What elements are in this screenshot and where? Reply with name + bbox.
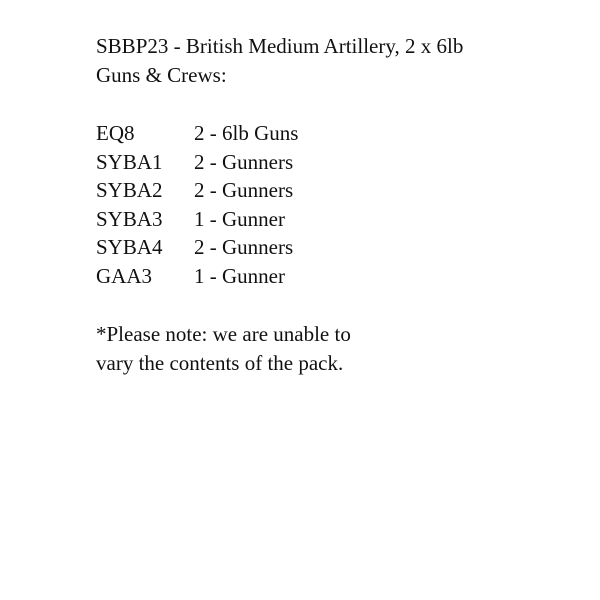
item-code: GAA3 xyxy=(96,263,152,288)
list-item xyxy=(96,205,576,234)
list-item xyxy=(96,233,576,262)
item-description: 1 - Gunner xyxy=(194,263,285,288)
pack-note-line-2: vary the contents of the pack. xyxy=(96,350,344,375)
product-title-line-1: SBBP23 - British Medium Artillery, 2 x 6lb xyxy=(96,34,464,58)
item-description: 2 - 6lb Guns xyxy=(194,121,299,145)
list-item xyxy=(96,262,576,291)
item-code: SYBA3 xyxy=(96,206,163,231)
pack-contents-list xyxy=(96,119,576,291)
item-code: SYBA1 xyxy=(96,149,163,174)
item-description: 2 - Gunners xyxy=(194,178,294,203)
list-item xyxy=(96,119,576,148)
list-item xyxy=(96,176,576,205)
item-code: SYBA2 xyxy=(96,178,163,203)
item-description: 2 - Gunners xyxy=(194,235,294,260)
list-item xyxy=(96,148,576,177)
product-title-line-2: Guns & Crews: xyxy=(96,63,227,87)
item-code: SYBA4 xyxy=(96,235,163,260)
item-code: EQ8 xyxy=(96,121,135,145)
pack-note-line-1: *Please note: we are unable to xyxy=(96,321,351,346)
pack-note xyxy=(96,320,576,378)
item-description: 1 - Gunner xyxy=(194,206,285,231)
product-description xyxy=(96,32,576,378)
item-description: 2 - Gunners xyxy=(194,149,294,174)
product-title xyxy=(96,32,576,90)
